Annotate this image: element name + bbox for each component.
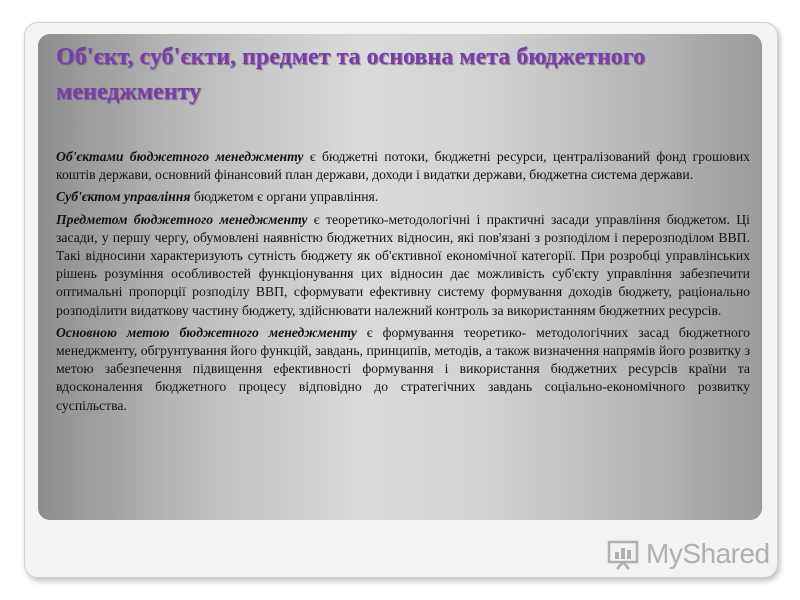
presentation-chart-icon <box>606 537 640 571</box>
slide-title: Об'єкт, суб'єкти, предмет та основна мета бюджетного менеджменту <box>56 44 646 105</box>
myshared-watermark[interactable] <box>606 537 770 571</box>
term-objects: Об'єктами бюджетного менеджменту <box>56 149 304 164</box>
term-goal: Основною метою бюджетного менеджменту <box>56 324 357 340</box>
paragraph-text: є бюджетні потоки, бюджетні ресурси, централізований фонд грошових коштів держави, основний фінансовий план держави, доходи і видатки держави, бюджетна система держави. <box>56 149 750 183</box>
paragraph-text: є формування теоретико- методологічних засад бюджетного менеджменту, обгрунтування його функцій, завдань, принципів, методів, а також визначення напрямів його розвитку з метою забезпечення підвищення ефективності формування і використання бюджетних ресурсів країни та вдосконалення бюджетного процесу відповідно до стратегічних завдань соціально-економічного розвитку суспільства. <box>56 324 750 413</box>
term-subject: Суб'єктом управління <box>56 189 191 205</box>
paragraph-goal <box>56 324 750 415</box>
paragraph-objects <box>56 148 750 184</box>
paragraph-text: є теоретико-методологічні і практичні засади управління бюджетом. Ці засади, у першу чергу, обумовлені наявністю бюджетних відносин, які пов'язані з розподілом і перерозподілом ВВП. Такі відносини характеризують сутність бюджету як об'єктивної економічної категорії. При розробці управлінських рішень розуміння особливостей функціонування цих відносин дає можливість суб'єкту управління забезпечити оптимальні пропорції розподілу ВВП, сформувати ефективну систему формування доходів бюджету, раціонально розподілити видаткову частину бюджету, здійснювати належний контроль за використанням бюджетних ресурсів. <box>56 211 750 318</box>
paragraph-subject <box>56 188 750 206</box>
paragraph-text: бюджетом є органи управління. <box>190 189 379 205</box>
term-matter: Предметом бюджетного менеджменту <box>56 211 308 227</box>
slide-body <box>56 148 750 419</box>
paragraph-matter <box>56 211 750 320</box>
watermark-text: MyShared <box>646 538 770 569</box>
